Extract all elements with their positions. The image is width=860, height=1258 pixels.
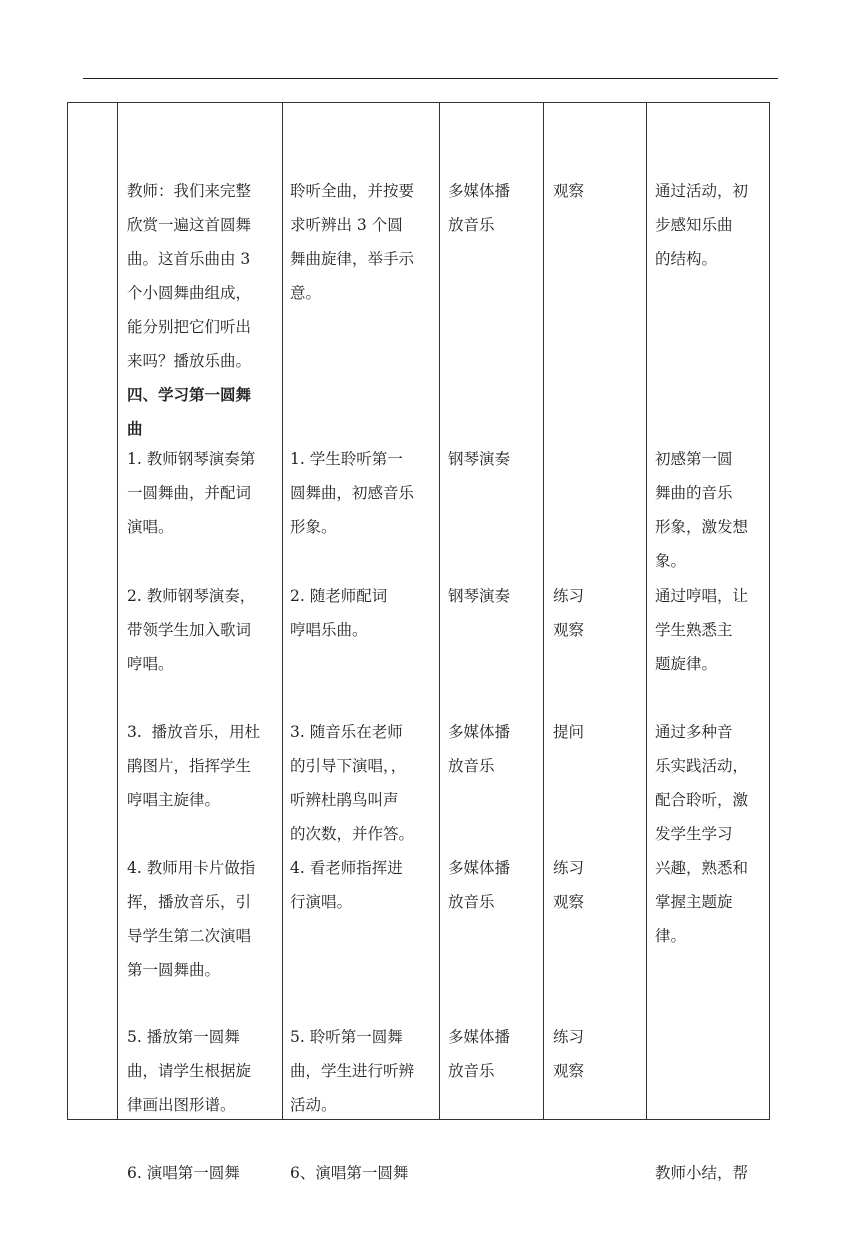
teacher-step-4: 4. 教师用卡片做指 挥，播放音乐，引 导学生第二次演唱 第一圆舞曲。 bbox=[127, 859, 256, 979]
intent-step-6: 教师小结，帮 bbox=[655, 1164, 749, 1182]
column-divider bbox=[543, 103, 544, 1119]
column-divider bbox=[439, 103, 440, 1119]
teacher-step-1: 1. 教师钢琴演奏第 一圆舞曲，并配词 演唱。 bbox=[127, 450, 256, 536]
student-step-2: 2. 随老师配词 哼唱乐曲。 bbox=[290, 587, 388, 639]
method-intro: 观察 bbox=[553, 182, 585, 200]
teacher-step-2: 2. 教师钢琴演奏， 带领学生加入歌词 哼唱。 bbox=[127, 587, 256, 673]
student-step-5: 5. 聆听第一圆舞 曲，学生进行听辨 活动。 bbox=[290, 1028, 415, 1114]
column-divider bbox=[646, 103, 647, 1119]
teacher-step-5: 5. 播放第一圆舞 曲，请学生根据旋 律画出图形谱。 bbox=[127, 1028, 252, 1114]
teacher-activity-intro: 教师：我们来完整 欣赏一遍这首圆舞 曲。这首乐曲由 3 个小圆舞曲组成， 能分别把它们听出 来吗？播放乐曲。 bbox=[127, 182, 252, 370]
section-heading: 四、学习第一圆舞 曲 bbox=[127, 385, 252, 438]
intent-step-3: 通过多种音 乐实践活动， 配合聆听，激 发学生学习 兴趣，熟悉和 掌握主题旋 律。 bbox=[655, 723, 749, 945]
student-step-4: 4. 看老师指挥进 行演唱。 bbox=[290, 859, 403, 911]
student-activity-intro: 聆听全曲，并按要 求听辨出 3 个圆 舞曲旋律，举手示 意。 bbox=[290, 182, 415, 302]
teacher-step-6: 6. 演唱第一圆舞 bbox=[127, 1164, 240, 1182]
method-step-2: 练习 观察 bbox=[553, 587, 585, 639]
method-step-5: 练习 观察 bbox=[553, 1028, 585, 1080]
method-step-4: 练习 观察 bbox=[553, 859, 585, 911]
header-rule bbox=[83, 78, 778, 79]
student-step-1: 1. 学生聆听第一 圆舞曲，初感音乐 形象。 bbox=[290, 450, 415, 536]
media-step-5: 多媒体播 放音乐 bbox=[448, 1028, 511, 1080]
teacher-step-3: 3. 播放音乐，用杜 鹃图片，指挥学生 哼唱主旋律。 bbox=[127, 723, 261, 809]
student-step-3: 3. 随音乐在老师 的引导下演唱，， 听辨杜鹃鸟叫声 的次数，并作答。 bbox=[290, 723, 415, 843]
intent-intro: 通过活动，初 步感知乐曲 的结构。 bbox=[655, 182, 749, 268]
column-divider bbox=[117, 103, 118, 1119]
intent-step-1: 初感第一圆 舞曲的音乐 形象，激发想 象。 bbox=[655, 450, 749, 570]
intent-step-2: 通过哼唱，让 学生熟悉主 题旋律。 bbox=[655, 587, 749, 673]
media-step-1: 钢琴演奏 bbox=[448, 450, 511, 468]
media-intro: 多媒体播 放音乐 bbox=[448, 182, 511, 234]
lesson-plan-table bbox=[67, 102, 770, 1182]
media-step-4: 多媒体播 放音乐 bbox=[448, 859, 511, 911]
media-step-3: 多媒体播 放音乐 bbox=[448, 723, 511, 775]
student-step-6: 6、演唱第一圆舞 bbox=[290, 1164, 409, 1182]
column-divider bbox=[282, 103, 283, 1119]
method-step-3: 提问 bbox=[553, 723, 585, 741]
media-step-2: 钢琴演奏 bbox=[448, 587, 511, 605]
